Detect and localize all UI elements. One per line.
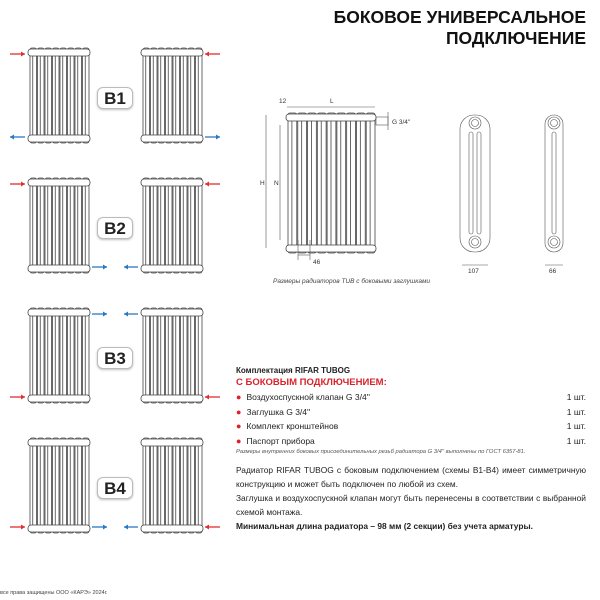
radiator-icon: [286, 113, 376, 253]
radiator-icon: [28, 438, 90, 533]
radiator-icon: [141, 178, 203, 273]
dim-h: H: [260, 180, 265, 187]
flow-arrow-icon: [124, 312, 138, 317]
kit-section: [236, 366, 586, 455]
kit-item: ● Комплект кронштейнов 1 шт.: [236, 421, 586, 432]
dim-107: 107: [468, 268, 479, 275]
flow-arrow-icon: [10, 395, 25, 400]
kit-heading: Комплектация RIFAR TUBOG: [236, 366, 351, 375]
flow-arrow-icon: [124, 525, 138, 530]
flow-arrow-icon: [92, 265, 107, 270]
flow-arrow-icon: [10, 525, 25, 530]
radiator-icon: [141, 308, 203, 403]
radiator-icon: [28, 48, 90, 143]
radiator-icon: [141, 48, 203, 143]
flow-arrow-icon: [92, 525, 107, 530]
dim-12: 12: [279, 98, 287, 105]
thread-size: G 3/4'': [392, 119, 411, 126]
flow-arrow-icon: [205, 182, 220, 187]
bullet-icon: ●: [236, 392, 242, 403]
radiator-icon: [141, 438, 203, 533]
dim-n: N: [274, 180, 279, 187]
bullet-icon: ●: [236, 435, 242, 446]
description: Радиатор RIFAR TUBOG с боковым подключением (схемы B1-B4) имеет симметричную конструкцию и может быть подключен по любой из схем. Заглушка и воздухоспускной клапан могут быть перенесены в соответствии с выбранной схемой монтажа. Минимальная длина радиатора – 98 мм (2 секции) без учета арматуры.: [236, 465, 586, 531]
scheme-label-b4: B4: [97, 477, 133, 499]
dim-l: L: [330, 98, 334, 105]
flow-arrow-icon: [205, 395, 220, 400]
dim-66: 66: [549, 268, 557, 275]
radiator-icon: [28, 308, 90, 403]
scheme-label-b2: B2: [97, 217, 133, 239]
radiator-front-view: [286, 113, 376, 253]
flow-arrow-icon: [205, 52, 220, 57]
kit-item: ● Заглушка G 3/4'' 1 шт.: [236, 406, 586, 417]
flow-arrow-icon: [10, 52, 25, 57]
copyright: все права защищены ООО «КАРЭ» 2024г.: [0, 590, 108, 596]
connection-schemes: [0, 0, 240, 560]
flow-arrow-icon: [205, 135, 220, 140]
scheme-label-b3: B3: [97, 347, 133, 369]
scheme-label-b1: B1: [97, 87, 133, 109]
radiator-icon: [28, 178, 90, 273]
kit-subheading: С БОКОВЫМ ПОДКЛЮЧЕНИЕМ:: [236, 377, 387, 388]
flow-arrow-icon: [92, 312, 107, 317]
thread-note: Размеры внутренних боковых присоединительных резьб радиатора G 3/4'' выполнены по ГОСТ 6357-81.: [236, 449, 526, 455]
dimension-drawing: [250, 90, 590, 280]
kit-item: ● Паспорт прибора 1 шт.: [236, 435, 586, 446]
dim-46: 46: [313, 259, 321, 266]
kit-item: ● Воздухоспускной клапан G 3/4'' 1 шт.: [236, 392, 586, 403]
page-title: БОКОВОЕ УНИВЕРСАЛЬНОЕ ПОДКЛЮЧЕНИЕ: [333, 7, 586, 48]
bullet-icon: ●: [236, 406, 242, 417]
bullet-icon: ●: [236, 421, 242, 432]
flow-arrow-icon: [10, 135, 25, 140]
drawing-caption: Размеры радиаторов TUB с боковыми заглушками: [273, 278, 431, 285]
flow-arrow-icon: [124, 265, 138, 270]
flow-arrow-icon: [205, 525, 220, 530]
flow-arrow-icon: [10, 182, 25, 187]
